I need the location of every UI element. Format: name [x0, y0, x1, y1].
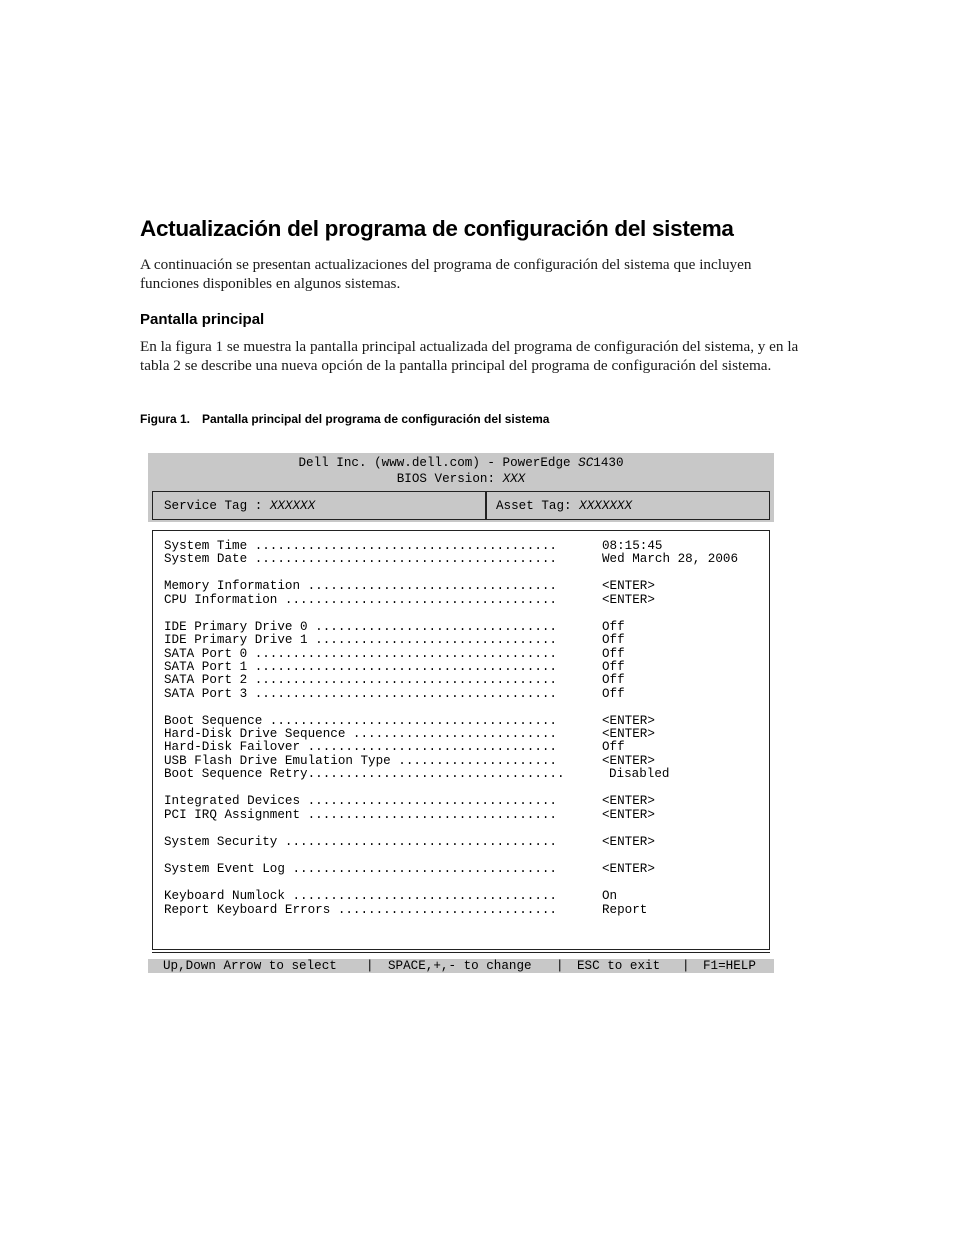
bios-vendor-text: Dell Inc. (www.dell.com) - PowerEdge — [298, 456, 579, 470]
section-paragraph: En la figura 1 se muestra la pantalla principal actualizada del programa de configuración del sistema, y en la tabla 2 se describe una nueva opción de la pantalla principal del programa de configuración del sistema. — [140, 338, 799, 374]
setting-row-sata-port-2[interactable] — [164, 673, 625, 687]
service-tag-value: XXXXXX — [269, 499, 316, 513]
bios-footer-help-bar — [148, 959, 774, 973]
intro-paragraph: A continuación se presentan actualizaciones del programa de configuración del sistema que incluyen funciones disponibles en algunos sistemas. — [140, 256, 752, 292]
setting-value[interactable]: <ENTER> — [602, 862, 655, 876]
bios-model-number: 1430 — [593, 456, 624, 470]
setting-row-integrated-devices[interactable] — [164, 794, 655, 808]
setting-row-system-event-log[interactable] — [164, 862, 655, 876]
setting-value[interactable]: Off — [602, 740, 625, 754]
footer-exit-hint: ESC to exit — [577, 959, 661, 973]
setting-row-boot-sequence[interactable] — [164, 714, 655, 728]
footer-separator: | — [366, 959, 374, 973]
setting-row-boot-sequence-retry[interactable] — [164, 767, 670, 781]
setting-value[interactable]: Off — [602, 673, 625, 687]
setting-value[interactable]: Off — [602, 647, 625, 661]
setting-label: PCI IRQ Assignment ................................. — [164, 808, 557, 822]
setting-label: IDE Primary Drive 1 ................................ — [164, 633, 557, 647]
setting-value[interactable]: <ENTER> — [602, 754, 655, 768]
service-tag-label: Service Tag : — [164, 499, 270, 513]
setting-value[interactable]: Disabled — [609, 767, 670, 781]
setting-value[interactable]: <ENTER> — [602, 794, 655, 808]
setting-label: Hard-Disk Failover ................................. — [164, 740, 557, 754]
setting-label: Boot Sequence ...................................... — [164, 714, 557, 728]
setting-row-ide-primary-0[interactable] — [164, 620, 625, 634]
bios-version-value: XXX — [502, 472, 526, 486]
footer-change-hint: SPACE,+,- to change — [388, 959, 532, 973]
setting-row-system-security[interactable] — [164, 835, 655, 849]
setting-row-system-date[interactable] — [164, 552, 739, 566]
setting-value[interactable]: <ENTER> — [602, 835, 655, 849]
bios-settings-panel — [152, 530, 770, 950]
setting-row-system-time[interactable] — [164, 539, 663, 553]
setting-row-cpu-information[interactable] — [164, 593, 655, 607]
setting-label: System Date ........................................ — [164, 552, 557, 566]
footer-help-hint: F1=HELP — [703, 959, 756, 973]
asset-tag — [496, 499, 632, 513]
setting-row-hdd-failover[interactable] — [164, 740, 625, 754]
setting-value[interactable]: On — [602, 889, 618, 903]
setting-label: SATA Port 3 ........................................ — [164, 687, 557, 701]
footer-select-hint: Up,Down Arrow to select — [163, 959, 337, 973]
setting-value[interactable]: Off — [602, 620, 625, 634]
setting-label: SATA Port 1 ........................................ — [164, 660, 557, 674]
tag-divider — [485, 492, 487, 519]
setting-label: System Time ........................................ — [164, 539, 557, 553]
setting-value[interactable]: Off — [602, 633, 625, 647]
setting-label: Keyboard Numlock ................................... — [164, 889, 557, 903]
setting-row-ide-primary-1[interactable] — [164, 633, 625, 647]
setting-row-sata-port-1[interactable] — [164, 660, 625, 674]
service-tag — [164, 499, 315, 513]
setting-value[interactable]: <ENTER> — [602, 808, 655, 822]
bios-version-label: BIOS Version: — [396, 472, 503, 486]
footer-separator: | — [682, 959, 690, 973]
setting-label: USB Flash Drive Emulation Type ..................... — [164, 754, 557, 768]
setting-row-keyboard-numlock[interactable] — [164, 889, 618, 903]
setting-label: System Event Log ................................... — [164, 862, 557, 876]
setting-row-pci-irq[interactable] — [164, 808, 655, 822]
setting-row-sata-port-3[interactable] — [164, 687, 625, 701]
setting-label: Memory Information ................................. — [164, 579, 557, 593]
setting-label: Integrated Devices ................................. — [164, 794, 557, 808]
bios-version-line — [148, 472, 774, 486]
setting-label: IDE Primary Drive 0 ................................ — [164, 620, 557, 634]
bios-header — [148, 453, 774, 522]
asset-tag-value: XXXXXXX — [579, 499, 633, 513]
setting-label: Report Keyboard Errors ............................. — [164, 903, 557, 917]
figure-number: Figura 1. — [140, 412, 191, 426]
setting-value[interactable]: <ENTER> — [602, 714, 655, 728]
setting-value[interactable]: Wed March 28, 2006 — [602, 552, 739, 566]
bios-model-prefix: SC — [578, 456, 594, 470]
setting-row-sata-port-0[interactable] — [164, 647, 625, 661]
setting-label: System Security .................................... — [164, 835, 557, 849]
setting-value[interactable]: 08:15:45 — [602, 539, 663, 553]
setting-value[interactable]: <ENTER> — [602, 579, 655, 593]
setting-label: SATA Port 0 ........................................ — [164, 647, 557, 661]
setting-row-usb-flash-emulation[interactable] — [164, 754, 655, 768]
setting-label: SATA Port 2 ........................................ — [164, 673, 557, 687]
figure-caption-text: Pantalla principal del programa de configuración del sistema — [202, 412, 550, 426]
setting-row-memory-information[interactable] — [164, 579, 655, 593]
setting-label: CPU Information .................................... — [164, 593, 557, 607]
figure-caption — [140, 412, 549, 426]
setting-label: Hard-Disk Drive Sequence ........................... — [164, 727, 557, 741]
setting-row-report-keyboard-errors[interactable] — [164, 903, 648, 917]
page-title: Actualización del programa de configuración del sistema — [140, 216, 734, 241]
setting-value[interactable]: Report — [602, 903, 648, 917]
section-heading: Pantalla principal — [140, 311, 265, 328]
tag-box — [152, 491, 770, 520]
setting-label: Boot Sequence Retry.................................. — [164, 767, 565, 781]
setting-row-hdd-sequence[interactable] — [164, 727, 655, 741]
setting-value[interactable]: <ENTER> — [602, 727, 655, 741]
bios-header-title — [148, 456, 774, 470]
footer-separator: | — [556, 959, 564, 973]
setting-value[interactable]: Off — [602, 687, 625, 701]
setting-value[interactable]: <ENTER> — [602, 593, 655, 607]
setting-value[interactable]: Off — [602, 660, 625, 674]
asset-tag-label: Asset Tag: — [496, 499, 580, 513]
